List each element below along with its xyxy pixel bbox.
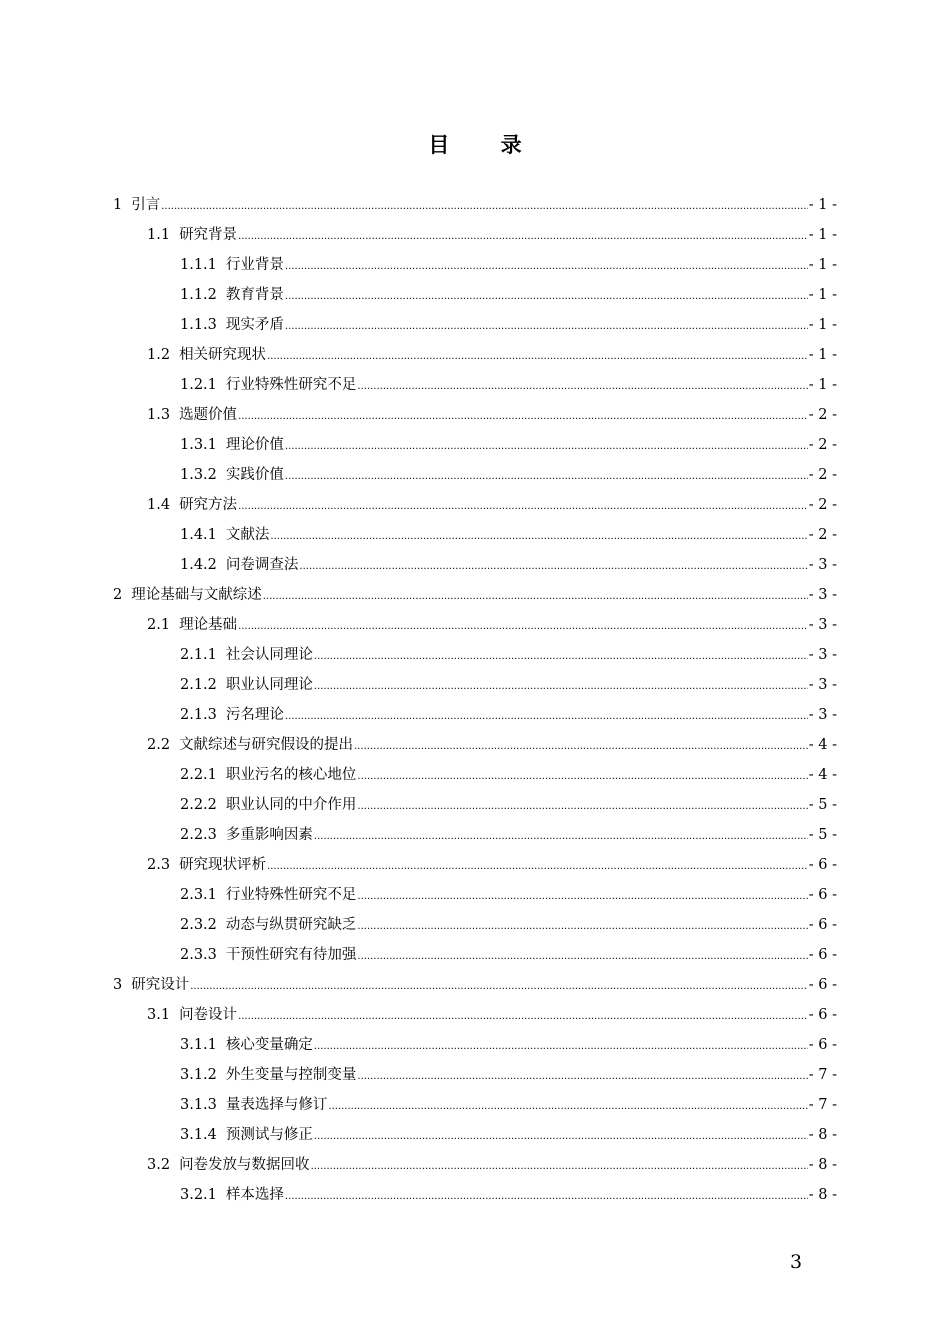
- toc-entry[interactable]: [180, 760, 837, 790]
- toc-entry-number: 3.1.4: [180, 1127, 217, 1143]
- toc-entry-number: 1.3.2: [180, 467, 217, 483]
- toc-entry[interactable]: [180, 670, 837, 700]
- toc-entry-title: 核心变量确定: [225, 1037, 313, 1053]
- toc-entry-title: 干预性研究有待加强: [225, 947, 357, 963]
- toc-dot-leader: [311, 1152, 808, 1182]
- toc-entry-page: - 6 -: [808, 1037, 837, 1053]
- toc-entry-title: 现实矛盾: [225, 317, 284, 333]
- toc-entry[interactable]: [180, 1060, 837, 1090]
- toc-entry-page: - 1 -: [808, 197, 837, 213]
- toc-dot-leader: [285, 282, 808, 312]
- toc-entry-number: 3: [113, 977, 123, 993]
- page-number: 3: [790, 1251, 803, 1273]
- toc-entry-title: 研究方法: [179, 497, 238, 513]
- toc-entry-page: - 5 -: [808, 827, 837, 843]
- toc-entry-title: 问卷发放与数据回收: [179, 1157, 310, 1173]
- toc-dot-leader: [267, 342, 808, 372]
- toc-entry-title: 问卷设计: [179, 1007, 238, 1023]
- toc-entry[interactable]: [147, 1000, 837, 1030]
- toc-entry[interactable]: [147, 220, 837, 250]
- toc-entry-title: 相关研究现状: [179, 347, 267, 363]
- toc-entry-title: 预测试与修正: [225, 1127, 313, 1143]
- toc-dot-leader: [267, 852, 808, 882]
- toc-dot-leader: [314, 672, 808, 702]
- toc-entry-title: 研究现状评析: [179, 857, 267, 873]
- toc-entry-number: 1.2.1: [180, 377, 217, 393]
- toc-entry-page: - 3 -: [808, 617, 837, 633]
- toc-entry[interactable]: [180, 790, 837, 820]
- toc-dot-leader: [238, 492, 808, 522]
- toc-dot-leader: [357, 942, 807, 972]
- toc-dot-leader: [354, 732, 808, 762]
- toc-entry-title: 理论价值: [225, 437, 284, 453]
- toc-dot-leader: [357, 372, 807, 402]
- toc-entry[interactable]: [147, 730, 837, 760]
- toc-entry[interactable]: [180, 1090, 837, 1120]
- toc-entry[interactable]: [113, 580, 837, 610]
- toc-dot-leader: [314, 822, 808, 852]
- toc-entry-page: - 6 -: [808, 947, 837, 963]
- toc-entry[interactable]: [147, 610, 837, 640]
- toc-dot-leader: [357, 912, 807, 942]
- toc-entry-number: 3.1.2: [180, 1067, 217, 1083]
- toc-entry-title: 教育背景: [225, 287, 284, 303]
- toc-dot-leader: [285, 462, 808, 492]
- toc-entry-number: 1.1.1: [180, 257, 217, 273]
- toc-entry[interactable]: [147, 400, 837, 430]
- toc-entry[interactable]: [147, 850, 837, 880]
- toc-entry-title: 研究背景: [179, 227, 238, 243]
- toc-entry[interactable]: [180, 550, 837, 580]
- toc-dot-leader: [238, 1002, 808, 1032]
- toc-entry-page: - 2 -: [808, 407, 837, 423]
- toc-entry-title: 引言: [131, 197, 161, 213]
- toc-dot-leader: [263, 582, 808, 612]
- toc-entry[interactable]: [180, 700, 837, 730]
- toc-dot-leader: [285, 1182, 808, 1212]
- toc-entry-title: 实践价值: [225, 467, 284, 483]
- toc-entry-page: - 1 -: [808, 227, 837, 243]
- toc-entry[interactable]: [113, 970, 837, 1000]
- toc-entry[interactable]: [180, 1180, 837, 1210]
- toc-entry-page: - 6 -: [808, 977, 837, 993]
- toc-entry-title: 职业污名的核心地位: [225, 767, 357, 783]
- toc-entry-page: - 5 -: [808, 797, 837, 813]
- toc-entry-page: - 3 -: [808, 587, 837, 603]
- toc-entry-number: 2.3.1: [180, 887, 217, 903]
- toc-entry-number: 2: [113, 587, 123, 603]
- toc-entry-page: - 6 -: [808, 1007, 837, 1023]
- toc-entry-number: 2.1.3: [180, 707, 217, 723]
- toc-entry-number: 1.1: [147, 227, 171, 243]
- toc-entry-page: - 1 -: [808, 257, 837, 273]
- toc-entry-page: - 3 -: [808, 557, 837, 573]
- toc-entry[interactable]: [180, 1120, 837, 1150]
- toc-dot-leader: [328, 1092, 807, 1122]
- toc-entry-page: - 3 -: [808, 707, 837, 723]
- toc-entry-number: 1.1.3: [180, 317, 217, 333]
- toc-entry-number: 3.1.3: [180, 1097, 217, 1113]
- toc-entry-page: - 6 -: [808, 917, 837, 933]
- toc-entry-page: - 3 -: [808, 647, 837, 663]
- toc-dot-leader: [238, 222, 808, 252]
- toc-dot-leader: [238, 612, 808, 642]
- toc-entry[interactable]: [180, 430, 837, 460]
- toc-entry-number: 2.2.1: [180, 767, 217, 783]
- toc-entry-title: 选题价值: [179, 407, 238, 423]
- toc-entry-page: - 4 -: [808, 767, 837, 783]
- toc-entry[interactable]: [180, 310, 837, 340]
- toc-dot-leader: [285, 312, 808, 342]
- toc-entry[interactable]: [180, 280, 837, 310]
- toc-entry-page: - 7 -: [808, 1067, 837, 1083]
- toc-entry-number: 2.1.1: [180, 647, 217, 663]
- toc-entry-page: - 2 -: [808, 437, 837, 453]
- toc-entry[interactable]: [147, 340, 837, 370]
- toc-entry-number: 3.2.1: [180, 1187, 217, 1203]
- toc-entry[interactable]: [180, 520, 837, 550]
- toc-entry-number: 2.3: [147, 857, 171, 873]
- toc-entry-page: - 2 -: [808, 467, 837, 483]
- toc-entry-title: 污名理论: [225, 707, 284, 723]
- toc-entry-page: - 8 -: [808, 1187, 837, 1203]
- toc-dot-leader: [190, 972, 808, 1002]
- toc-entry-title: 多重影响因素: [225, 827, 313, 843]
- toc-entry[interactable]: [180, 460, 837, 490]
- toc-dot-leader: [357, 762, 807, 792]
- toc-entry-number: 1.3: [147, 407, 171, 423]
- toc-entry-number: 2.1.2: [180, 677, 217, 693]
- toc-entry-title: 行业特殊性研究不足: [225, 887, 357, 903]
- toc-entry[interactable]: [147, 1150, 837, 1180]
- toc-entry[interactable]: [113, 190, 837, 220]
- toc-entry[interactable]: [180, 250, 837, 280]
- toc-entry[interactable]: [180, 1030, 837, 1060]
- toc-entry-page: - 8 -: [808, 1127, 837, 1143]
- toc-dot-leader: [314, 1122, 808, 1152]
- toc-entry-page: - 1 -: [808, 377, 837, 393]
- toc-entry-title: 文献综述与研究假设的提出: [179, 737, 354, 753]
- toc-entry[interactable]: [180, 370, 837, 400]
- toc-entry-page: - 7 -: [808, 1097, 837, 1113]
- toc-entry-number: 1.4.2: [180, 557, 217, 573]
- toc-entry-page: - 8 -: [808, 1157, 837, 1173]
- toc-entry-number: 2.2: [147, 737, 171, 753]
- toc-entry-title: 问卷调查法: [225, 557, 299, 573]
- toc-entry-title: 理论基础: [179, 617, 238, 633]
- toc-entry-page: - 1 -: [808, 287, 837, 303]
- toc-entry[interactable]: [180, 910, 837, 940]
- toc-entry-title: 行业背景: [225, 257, 284, 273]
- toc-dot-leader: [238, 402, 808, 432]
- toc-entry[interactable]: [180, 940, 837, 970]
- toc-entry-page: - 6 -: [808, 887, 837, 903]
- toc-entry[interactable]: [180, 880, 837, 910]
- toc-entry-number: 1.3.1: [180, 437, 217, 453]
- toc-entry-title: 样本选择: [225, 1187, 284, 1203]
- toc-entry-title: 职业认同理论: [225, 677, 313, 693]
- toc-entry-number: 2.1: [147, 617, 171, 633]
- toc-entry-title: 研究设计: [131, 977, 190, 993]
- toc-entry-title: 行业特殊性研究不足: [225, 377, 357, 393]
- toc-entry-number: 1.2: [147, 347, 171, 363]
- toc-entry-title: 理论基础与文献综述: [131, 587, 262, 603]
- toc-entry-title: 职业认同的中介作用: [225, 797, 357, 813]
- toc-entry-number: 2.2.2: [180, 797, 217, 813]
- toc-entry-number: 2.3.3: [180, 947, 217, 963]
- toc-entry-page: - 2 -: [808, 497, 837, 513]
- toc-entry-title: 文献法: [225, 527, 270, 543]
- toc-entry-title: 外生变量与控制变量: [225, 1067, 357, 1083]
- toc-dot-leader: [270, 522, 807, 552]
- toc-entry-page: - 2 -: [808, 527, 837, 543]
- toc-entry-title: 社会认同理论: [225, 647, 313, 663]
- toc-entry[interactable]: [180, 820, 837, 850]
- toc-dot-leader: [314, 1032, 808, 1062]
- toc-dot-leader: [285, 432, 808, 462]
- toc-dot-leader: [299, 552, 807, 582]
- toc-entry-number: 1.4.1: [180, 527, 217, 543]
- toc-entry-number: 3.1: [147, 1007, 171, 1023]
- toc-entry-page: - 3 -: [808, 677, 837, 693]
- toc-dot-leader: [357, 1062, 807, 1092]
- toc-dot-leader: [285, 702, 808, 732]
- toc-entry-number: 3.1.1: [180, 1037, 217, 1053]
- toc-entry-number: 2.3.2: [180, 917, 217, 933]
- toc-dot-leader: [357, 792, 807, 822]
- toc-entry-page: - 1 -: [808, 347, 837, 363]
- toc-entry-page: - 1 -: [808, 317, 837, 333]
- toc-entry[interactable]: [147, 490, 837, 520]
- toc-dot-leader: [314, 642, 808, 672]
- toc-entry-title: 量表选择与修订: [225, 1097, 328, 1113]
- toc-title: 目 录: [428, 133, 544, 157]
- toc-entry-number: 3.2: [147, 1157, 171, 1173]
- toc-dot-leader: [285, 252, 808, 282]
- toc-dot-leader: [161, 192, 808, 222]
- toc-entry-number: 1: [113, 197, 123, 213]
- toc-entry[interactable]: [180, 640, 837, 670]
- toc-dot-leader: [357, 882, 807, 912]
- toc-entry-number: 2.2.3: [180, 827, 217, 843]
- toc-entry-page: - 6 -: [808, 857, 837, 873]
- toc-entry-number: 1.4: [147, 497, 171, 513]
- toc-entry-page: - 4 -: [808, 737, 837, 753]
- toc-entry-number: 1.1.2: [180, 287, 217, 303]
- toc-entry-title: 动态与纵贯研究缺乏: [225, 917, 357, 933]
